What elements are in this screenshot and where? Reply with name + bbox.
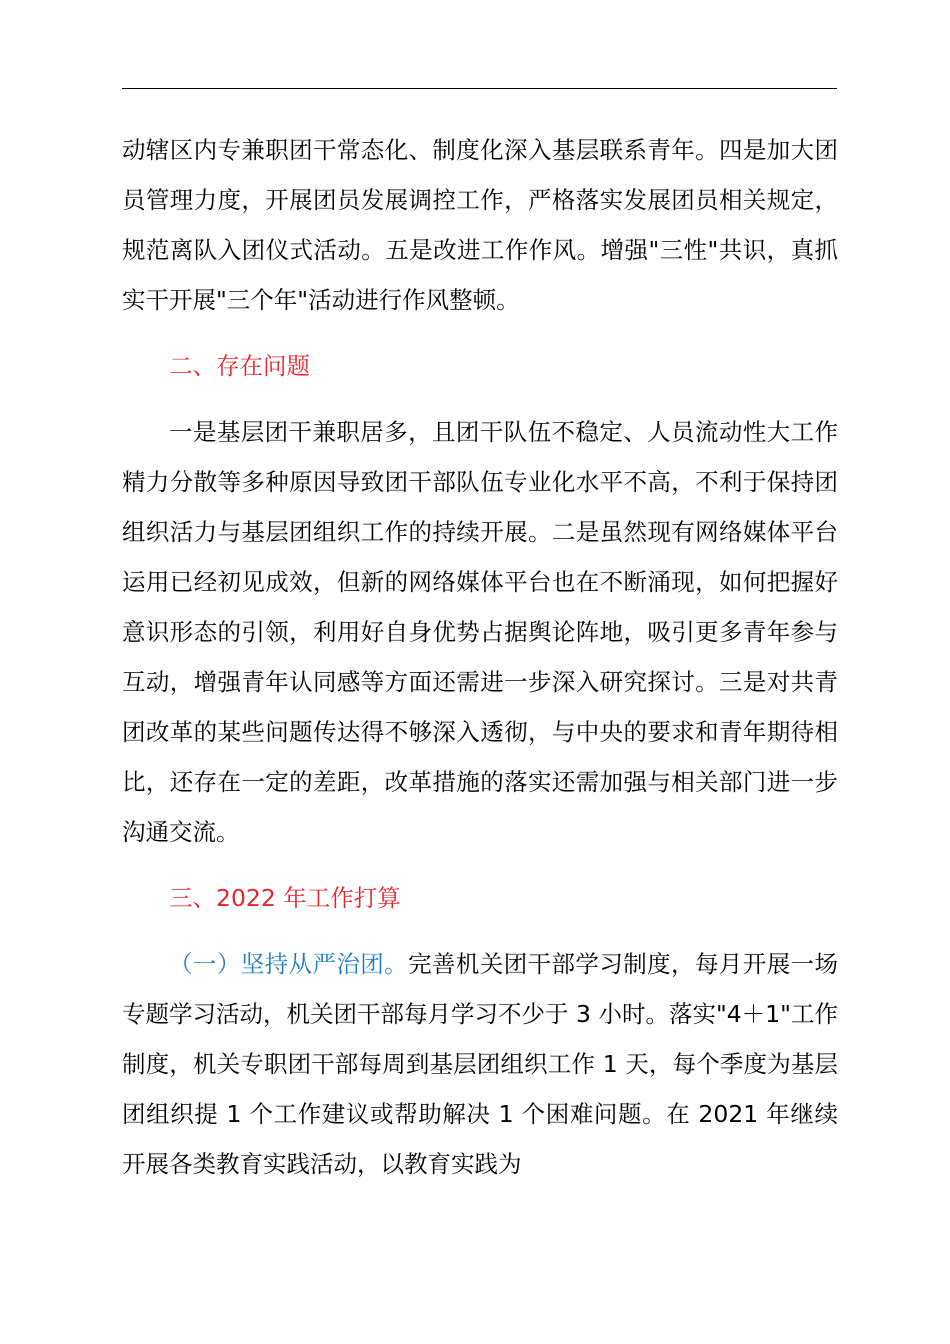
paragraph-plan-body: 完善机关团干部学习制度，每月开展一场专题学习活动，机关团干部每月学习不少于 3 小时。落实"4＋1"工作制度，机关专职团干部每周到基层团组织工作 1 天，每个季度为基层团组织提 1 个工作建议或帮助解决 1 个困难问题。在 2021 年继续开展各类教育实践活动，以教育实践为 [122, 950, 839, 1178]
subheading-strict-governance: （一）坚持从严治团。 [169, 950, 409, 978]
paragraph-problems: 一是基层团干兼职居多，且团干队伍不稳定、人员流动性大工作精力分散等多种原因导致团干部队伍专业化水平不高，不利于保持团组织活力与基层团组织工作的持续开展。二是虽然现有网络媒体平台运用已经初见成效，但新的网络媒体平台也在不断涌现，如何把握好意识形态的引领，利用好自身优势占据舆论阵地，吸引更多青年参与互动，增强青年认同感等方面还需进一步深入研究探讨。三是对共青团改革的某些问题传达得不够深入透彻，与中央的要求和青年期待相比，还存在一定的差距，改革措施的落实还需加强与相关部门进一步沟通交流。 [122, 418, 838, 846]
header-rule [122, 88, 837, 89]
section-heading-plan: 三、2022 年工作打算 [169, 884, 401, 912]
paragraph-continued: 动辖区内专兼职团干常态化、制度化深入基层联系青年。四是加大团员管理力度，开展团员发展调控工作，严格落实发展团员相关规定，规范离队入团仪式活动。五是改进工作作风。增强"三性"共识，真抓实干开展"三个年"活动进行作风整顿。 [122, 136, 838, 314]
paragraph-plan [122, 939, 838, 1189]
document-body [122, 125, 838, 1189]
section-heading-problems: 二、存在问题 [169, 352, 310, 380]
